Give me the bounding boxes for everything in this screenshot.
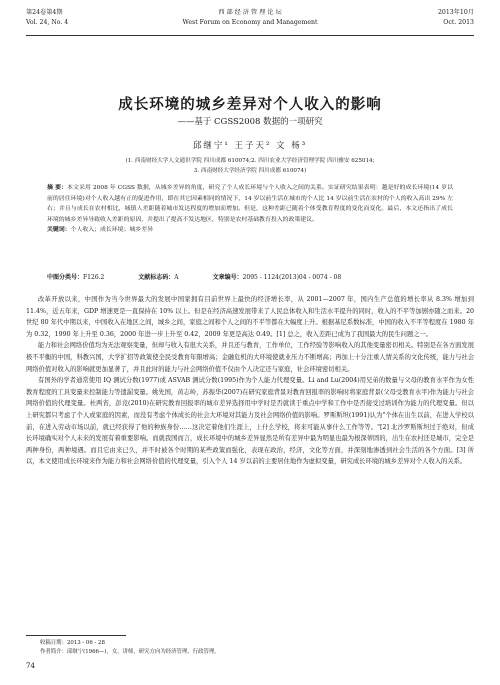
paper-title: 成长环境的城乡差异对个人收入的影响 — [118, 96, 382, 113]
date-en: Oct. 2013 — [443, 19, 474, 26]
clc-number: 中图分类号：F126.2 — [47, 274, 105, 281]
keywords-label: 关键词： — [47, 226, 71, 234]
article-id: 文章编号：2095 - 1124(2013)04 - 0074 - 08 — [212, 274, 342, 281]
paper-subtitle: ——基于 CGSS2008 数据的一项研究 — [177, 117, 323, 127]
abstract-label: 摘 要： — [47, 184, 68, 191]
keywords-line — [47, 225, 453, 236]
body-paragraph: 能力和社会网络价值均为无法观察变量，但却与收入有很大关系，并且还与教育，工作单位，工作经验等影响收入的其他变量密切相关。特别是在各方面发展极不平衡的中国，科教兴国，大学扩招等政策使全民受教育年限增高；金融危机的大环境使就业压力不断增高；再加上十分注重人情关系的文化传统，能力与社会网络价值对收入的影响就更加显著了，并且此时的能力与社会网络价值不仅由个人决定还与家庭，社会环境密切相关。 — [26, 342, 474, 373]
affiliation-line: 3. 西南财经大学经济学院 四川成都 610074) — [193, 168, 307, 174]
issue-en: Vol. 24, No. 4 — [26, 19, 69, 26]
document-code: 文献标志码：A — [138, 274, 179, 281]
date-cn: 2013年10月 — [438, 9, 474, 16]
header-divider — [26, 35, 474, 36]
header-date — [438, 8, 474, 28]
page-number: 74 — [26, 662, 35, 670]
header-journal — [26, 8, 474, 28]
abstract-text: 本文采用 2008 年 CGSS 数据，从城乡差异的角度，研究了个人成长环境与个人收入之间的关系。实证研究结果表明：越是好的成长环境(14 岁以前的居住环境)对个人收入越有正的促进作用，即在其它因素相同的情况下，14 岁以前生活在城市的个人比 14 岁以前生活在农村的个人的收入高出 29% 左右；并且与成长在农村相比，城镇人差距随着城市发达程度的增加而增加。但是，这种差距已随着个体受教育程度的变化而变化。最后，本文还指出了成长环境的城乡差异导致收入差距的原因，并提出了提高不发达地区，特别是农村基础教育投入的政策建议。 — [47, 185, 453, 223]
author-list: 邱继宁¹ 王子天² 文 杨³ — [192, 141, 308, 151]
issue-cn: 第24卷第4期 — [26, 9, 63, 16]
abstract-block — [47, 183, 453, 236]
keywords-text: 个人收入；成长环境；城乡差异 — [70, 227, 154, 234]
abstract-paragraph — [47, 183, 453, 225]
body-paragraph: 有国外的学者通常使用 IQ 测试分数(1977)或 ASVAB 测试分数(1995)作为个人能力代理变量。Li and Lu(2004)用兄弟的数量与父母的教育水平作为女性教育程度的工具变量来控制能力等遗漏变量。姚先国，黄志岭，苏振华(2007)在研究家庭背景对教育回报率的影响时将家庭背景(父母受教育水平)作为能力与社会网络价值的代理变量。杜两省，彭竞(2010)在研究教育回报率的城市差异选择用中学时是否就读于重点中学和工作中是否接受过培训作为能力的代理变量。但以上研究都只考虑了个人或家庭的因素，而没有考虑个体成长的社会大环境对其能力及社会网络价值的影响。罗斯斯坦(1991)认为"个体在出生以前，在进入学校以前，在进入劳动市场以前，就已经获得了他的种族身份……这决定着他们生涯上，上什么学校，将来可能从事什么工作等等。"[2] 北沙罗斯斯坦过于绝对，但成长环境确实对个人未来的发展有着重要影响。而就我国而言，成长环境中的城乡差异显然是所有差异中最为明显也最为根深蒂固的，出生在农村还是城市，完全是两种身份，两种境遇。而且它由来已久，并不时被各个时期的某些政策而强化，表现在政治，经济，文化等方面，并深刻地渗透到社会生活的各个方面。[3] 所以，本文使用成长环境来作为能力和社会网络价值的代理变量，引入个人 14 岁以前的主要居住地作为虚拟变量，研究成长环境的城乡差异对个人收入的关系。 — [26, 377, 474, 466]
running-header — [26, 8, 474, 34]
classification-row — [47, 272, 453, 281]
journal-en: West Forum on Economy and Management — [182, 19, 318, 26]
footnote-received-date: 收稿日期：2013 - 06 - 28 — [40, 640, 105, 646]
body-text — [26, 294, 474, 468]
footnote-author-bio: 作者简介：邱继宁(1966—)，女，讲师，研究方向为经济管理、行政管理。 — [40, 649, 220, 655]
journal-cn: 西 部 经 济 管 理 论 坛 — [218, 9, 282, 16]
affiliation-line: (1. 西南财经大学人文通识学院 四川成都 610074;2. 四川农业大学经济管理学院 四川雅安 625014; — [125, 158, 375, 164]
footnote-divider — [26, 635, 126, 636]
body-paragraph: 改革开放以来，中国作为当今世界最大的发展中国家拥有目前世界上最快的经济增长率，从 2001—2007 年，国内生产总值的增长率从 8.3% 增加到 11.4%，近五年来，GDP 增速更是一直保持在 10% 以上。但是在经济高速发展带来了人民总体收入和生活水平提升的同时，收入的不平等加剧亦随之而来。20 世纪 80 年代中期以来，中国收入在地区之间，城乡之间，家庭之间和个人之间的不平等都在大幅度上升。根据基尼系数标准，中国的收入不平等程度在 1980 年为 0.32，1990 年上升至 0.36，2000 年进一步上升至 0.42，2009 年更是高达 0.49。[1] 总之，收入差距已成为了我国最大的民生问题之一。 — [26, 296, 474, 338]
